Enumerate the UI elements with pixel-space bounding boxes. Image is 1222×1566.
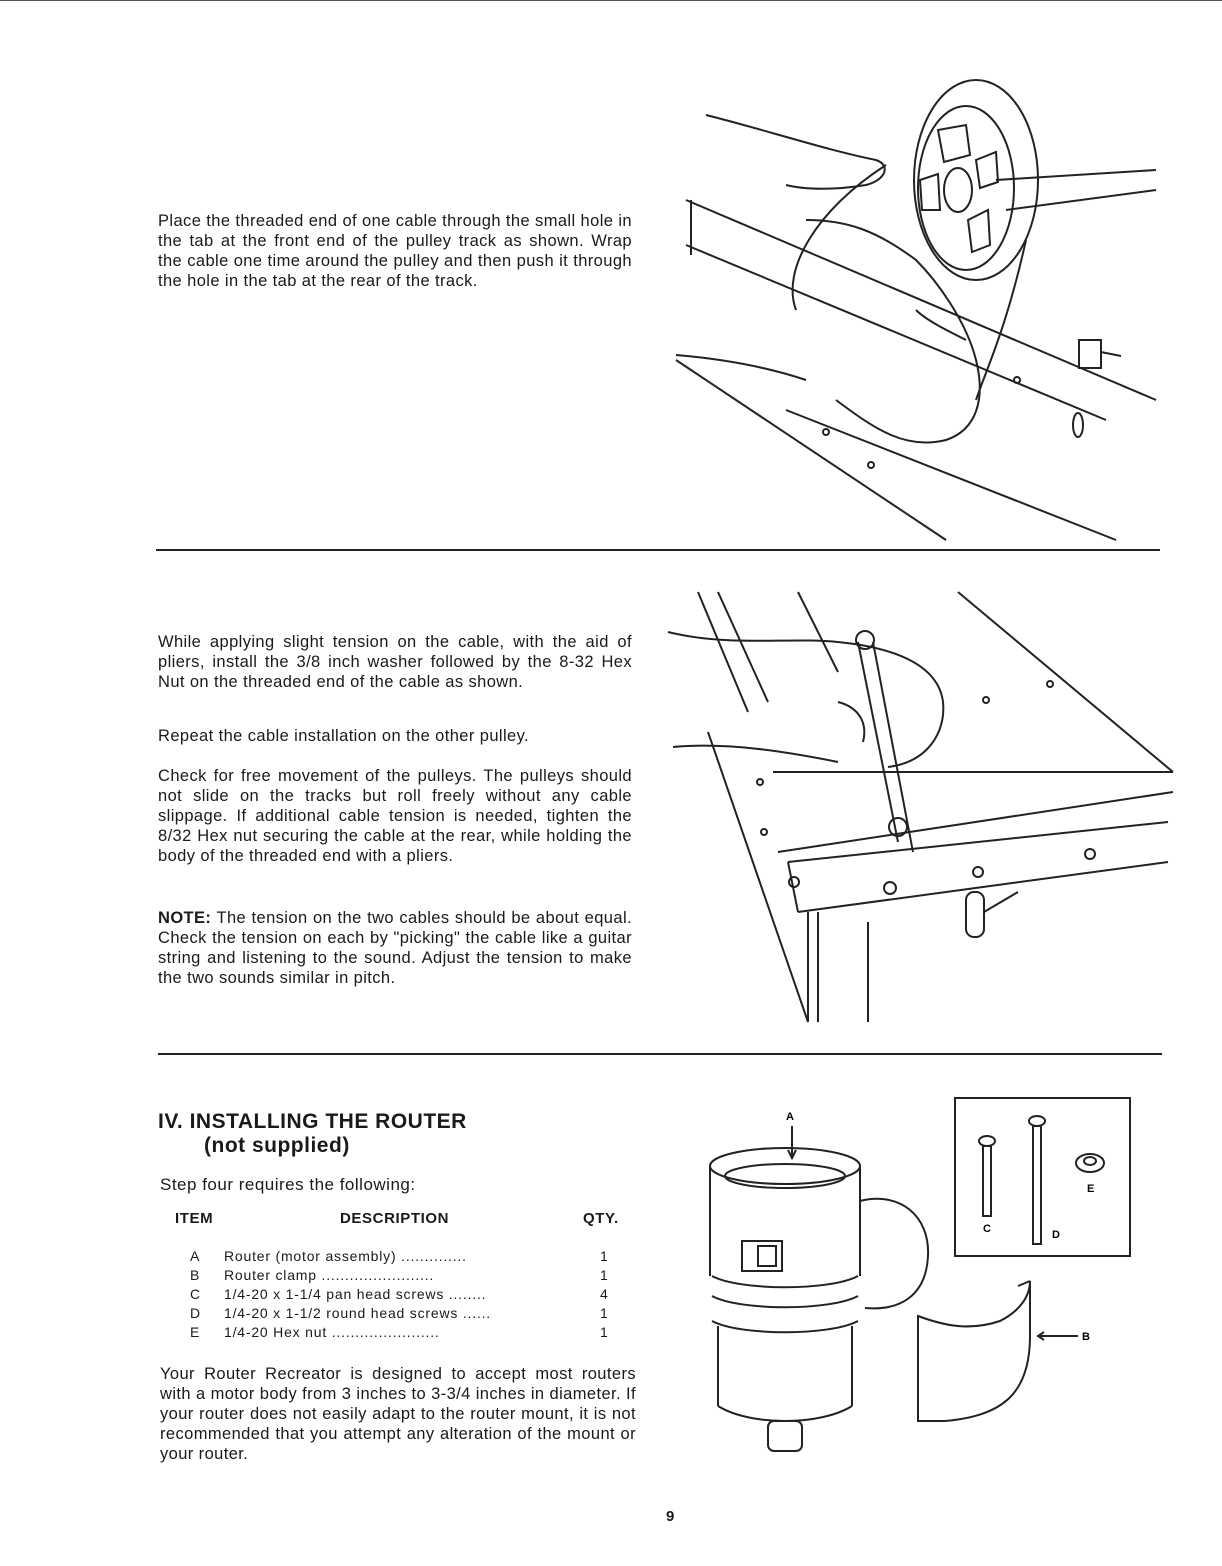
- requirements-intro: Step four requires the following:: [160, 1175, 416, 1194]
- description-column-header: DESCRIPTION: [340, 1210, 450, 1227]
- qty-column-header: QTY.: [583, 1210, 619, 1227]
- nut-label-e: E: [1087, 1183, 1095, 1195]
- page-number: 9: [666, 1508, 675, 1525]
- item-column-header: ITEM: [175, 1210, 214, 1227]
- tension-instructions-paragraph: While applying slight tension on the cable, with the aid of pliers, install the 3/8 inch washer followed by the 8-32 Hex Nut on the threaded end of the cable as shown.: [158, 633, 632, 691]
- screw-label-d: D: [1052, 1229, 1060, 1241]
- router-label-a: A: [786, 1111, 794, 1123]
- router-compatibility-paragraph: Your Router Recreator is designed to accept most routers with a motor body from 3 inches to 3-3/4 inches in diameter. If your router does not easily adapt to the router mount, it is not recommended that you attempt any alteration of the mount or your router.: [160, 1365, 636, 1463]
- note-text: The tension on the two cables should be about equal. Check the tension on each by "picking" the cable like a guitar string and listening to the sound. Adjust the tension to make the two sounds similar in pitch.: [158, 909, 632, 987]
- parts-list: [190, 1247, 630, 1342]
- list-item: C 1/4-20 x 1-1/4 pan head screws ........ 4: [190, 1286, 609, 1302]
- section-divider: [156, 549, 1160, 551]
- free-movement-paragraph: Check for free movement of the pulleys. The pulleys should not slide on the tracks but roll freely without any cable slippage. If additional cable tension is needed, tighten the 8/32 Hex nut securing the cable at the rear, while holding the body of the threaded end with a pliers.: [158, 767, 632, 865]
- section-heading: IV. INSTALLING THE ROUTER: [158, 1110, 467, 1133]
- list-item: A Router (motor assembly) .............. 1: [190, 1248, 609, 1264]
- repeat-installation-paragraph: Repeat the cable installation on the other pulley.: [158, 727, 530, 745]
- router-parts-illustration: [700, 1096, 1140, 1466]
- pliers-washer-illustration: [668, 592, 1178, 1022]
- tension-note: [158, 908, 632, 988]
- clamp-label-b: B: [1082, 1331, 1090, 1343]
- screw-label-c: C: [983, 1223, 991, 1235]
- note-label: NOTE:: [158, 909, 212, 927]
- page-top-border: [0, 0, 1222, 1]
- list-item: D 1/4-20 x 1-1/2 round head screws ...... 1: [190, 1305, 609, 1321]
- list-item: B Router clamp ........................ 1: [190, 1267, 609, 1283]
- cable-threading-paragraph: Place the threaded end of one cable through the small hole in the tab at the front end of the pulley track as shown. Wrap the cable one time around the pulley and then push it through the hole in the tab at the rear of the track.: [158, 212, 632, 290]
- section-subheading: (not supplied): [204, 1134, 350, 1157]
- pulley-cable-illustration: [676, 70, 1166, 540]
- section-divider: [158, 1053, 1162, 1055]
- list-item: E 1/4-20 Hex nut ....................... 1: [190, 1324, 609, 1340]
